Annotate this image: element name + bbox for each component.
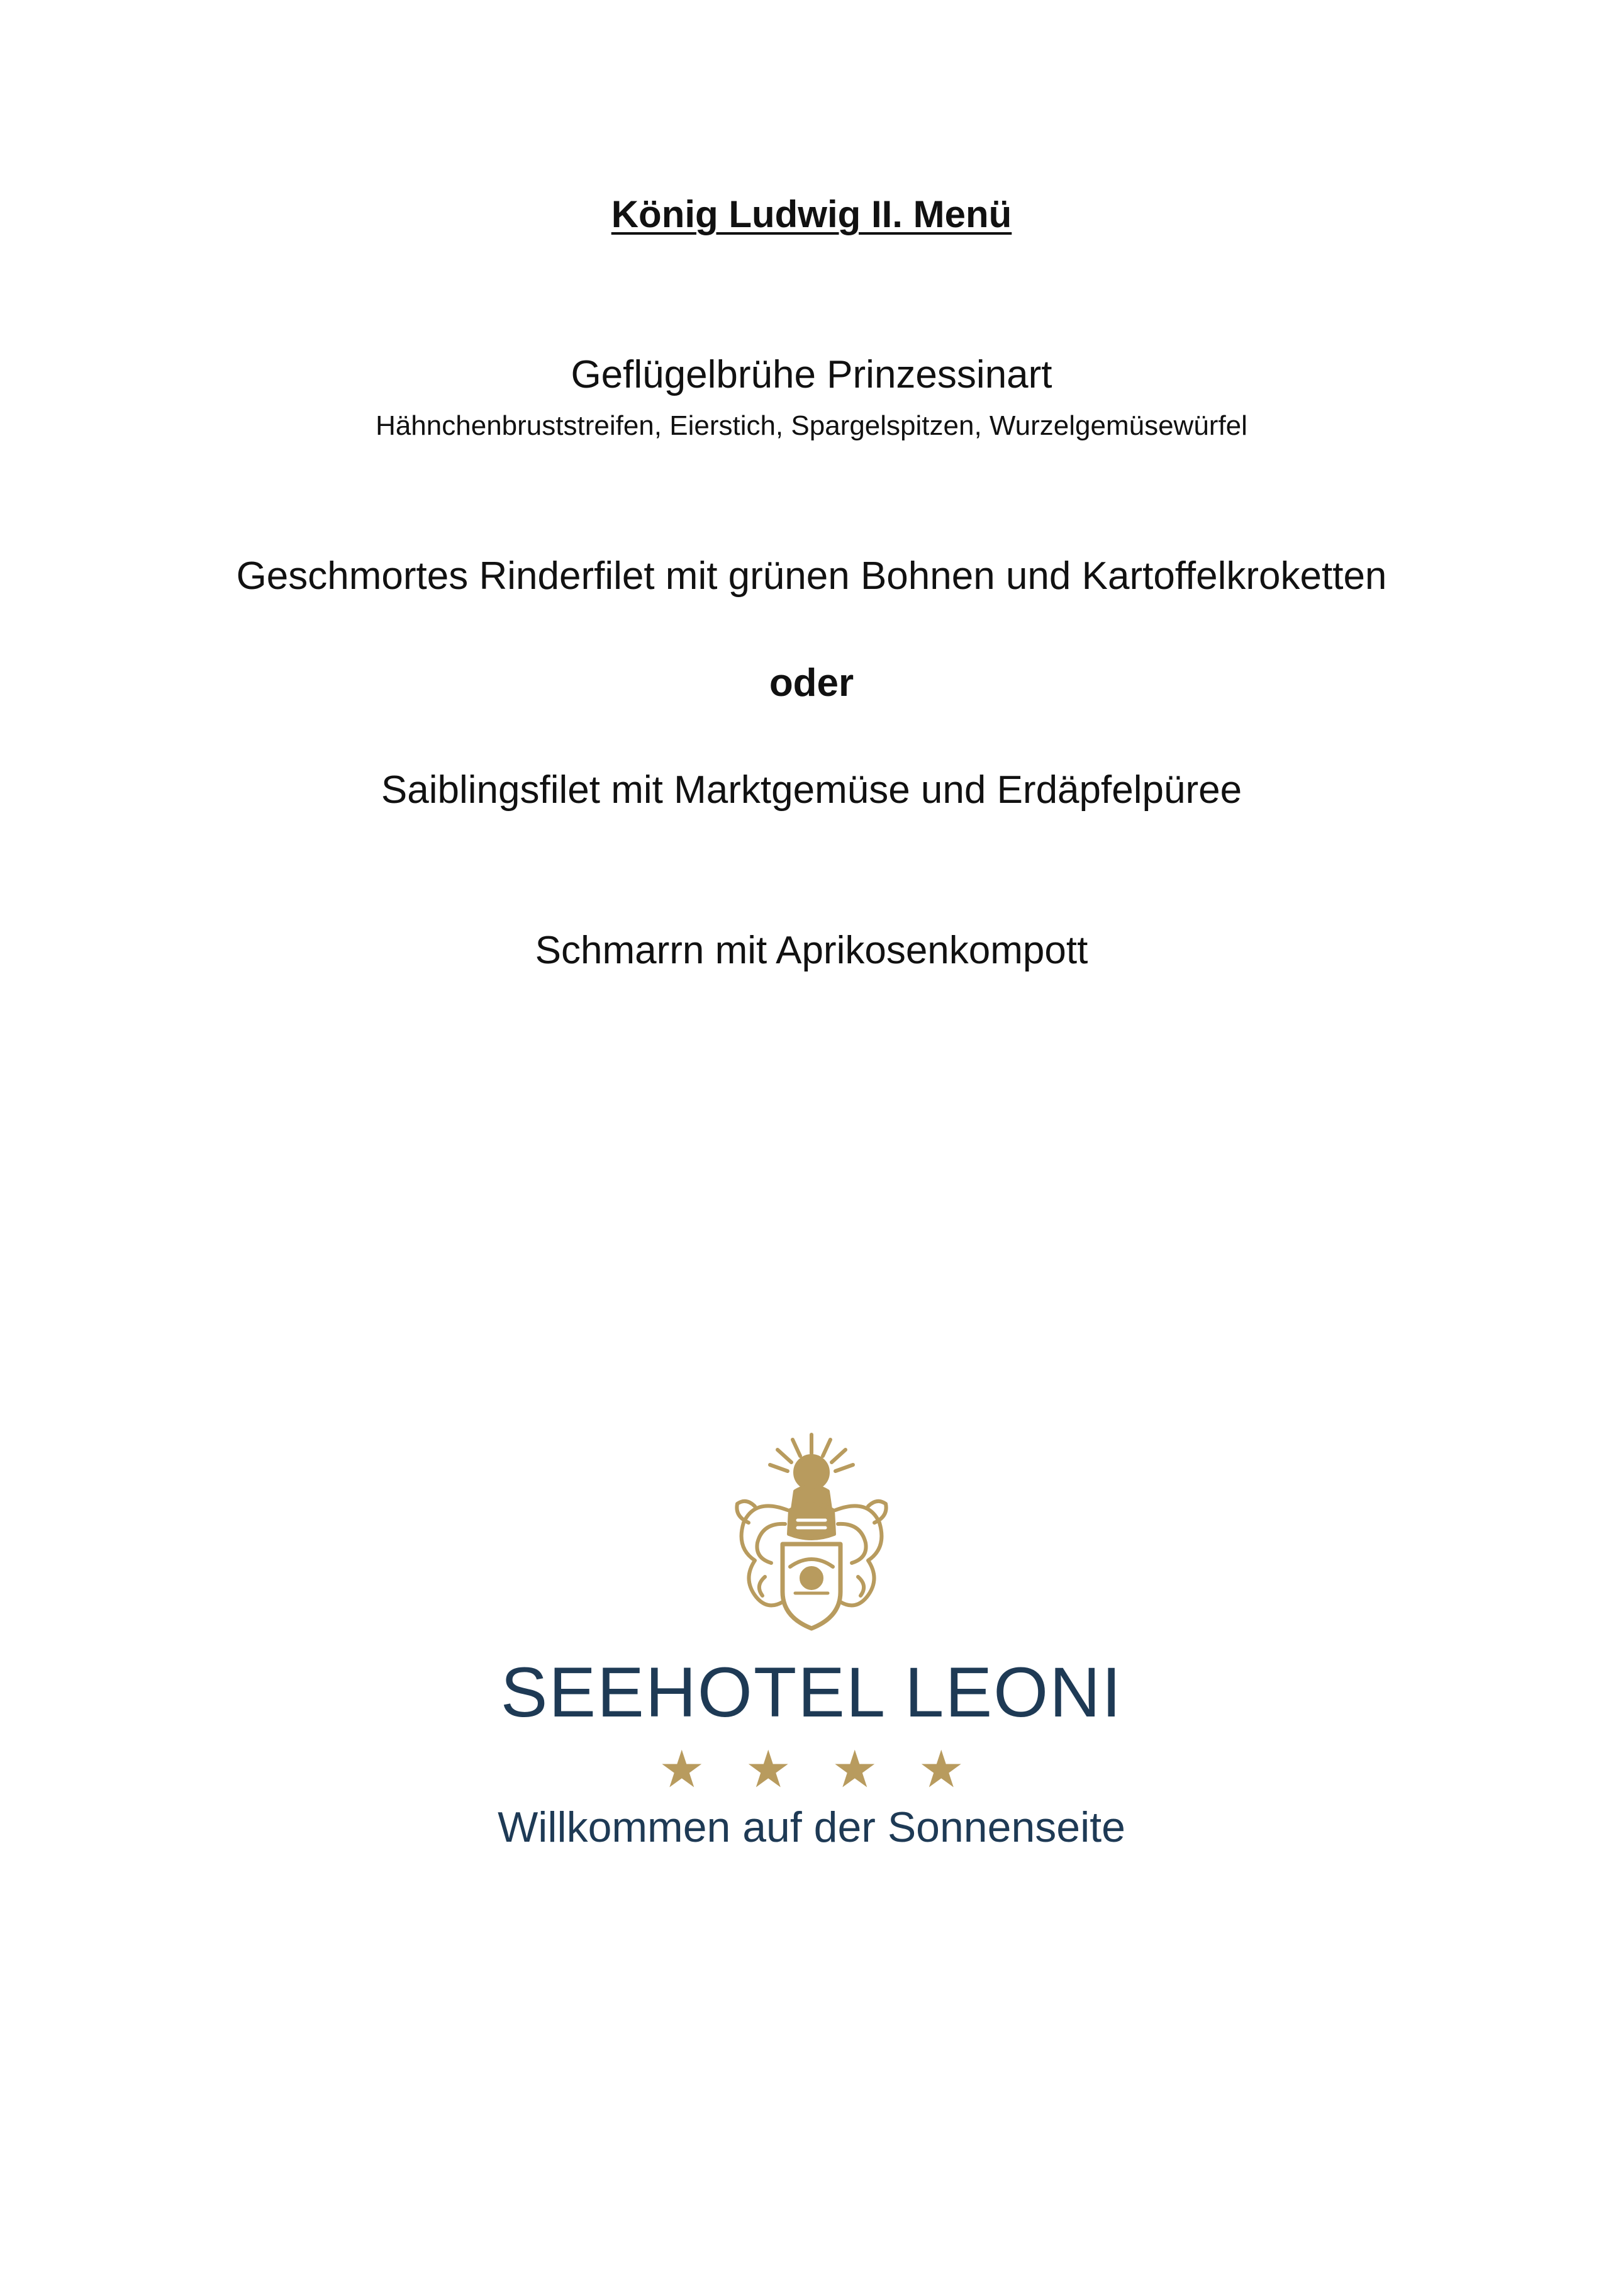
star-icon: ★ <box>832 1741 878 1798</box>
course-separator: oder <box>769 661 854 705</box>
star-icon: ★ <box>918 1741 965 1798</box>
menu-title: König Ludwig II. Menü <box>611 193 1012 235</box>
star-icon: ★ <box>745 1741 791 1798</box>
course-dessert: Schmarrn mit Aprikosenkompott <box>535 929 1088 972</box>
course-main-fish: Saiblingsfilet mit Marktgemüse und Erdäpfelpüree <box>381 768 1242 812</box>
hotel-name: SEEHOTEL LEONI <box>500 1653 1123 1732</box>
star-rating <box>0 1740 1623 1800</box>
star-icon: ★ <box>658 1741 705 1798</box>
course-main-beef: Geschmortes Rinderfilet mit grünen Bohnen und Kartoffelkroketten <box>236 554 1387 598</box>
hotel-tagline: Willkommen auf der Sonnenseite <box>498 1803 1125 1851</box>
course-soup: Geflügelbrühe Prinzessinart <box>571 353 1052 396</box>
coat-of-arms-icon <box>730 1428 893 1636</box>
course-soup-description: Hähnchenbruststreifen, Eierstich, Spargelspitzen, Wurzelgemüsewürfel <box>376 410 1247 441</box>
